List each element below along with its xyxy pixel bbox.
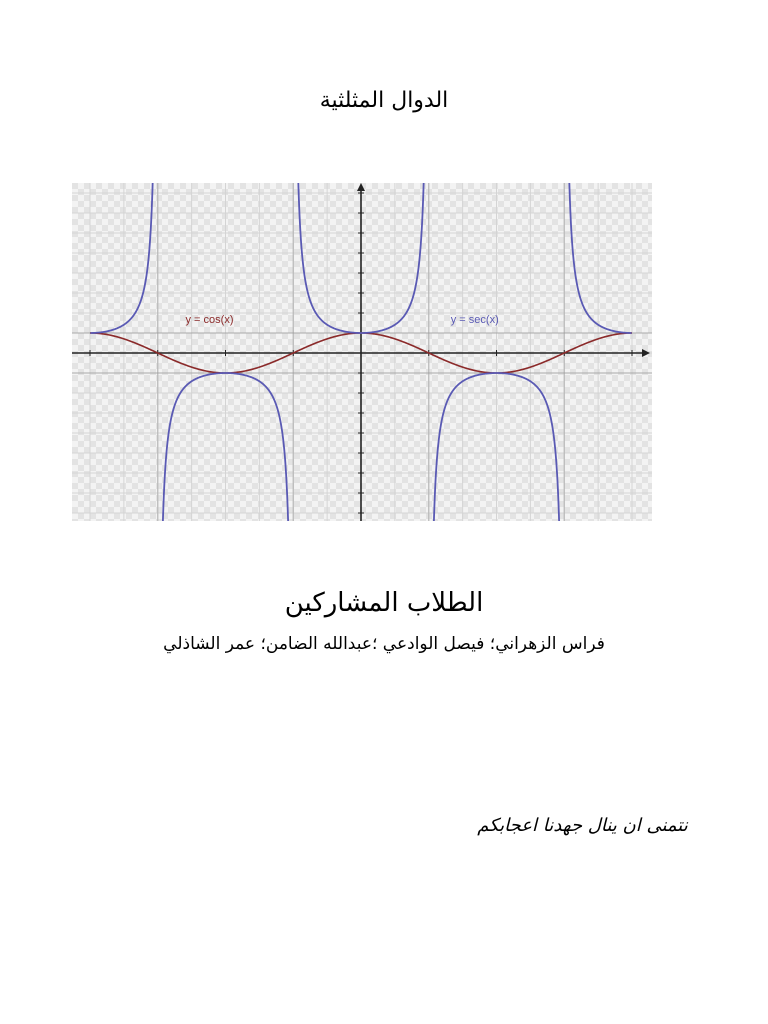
cos-curve-label: y = cos(x) bbox=[185, 314, 234, 326]
trig-graph bbox=[72, 183, 652, 521]
participants-names: فراس الزهراني؛ فيصل الوادعي ؛عبدالله الضامن؛ عمر الشاذلي bbox=[163, 634, 605, 654]
page-title: الدوال المثلثية bbox=[319, 88, 449, 113]
sec-curve-label: y = sec(x) bbox=[450, 314, 499, 326]
participants-heading: الطلاب المشاركين bbox=[284, 588, 484, 618]
trig-graph-figure bbox=[72, 183, 652, 521]
closing-note: نتمنى ان ينال جهدنا اعجابكم bbox=[477, 815, 688, 836]
